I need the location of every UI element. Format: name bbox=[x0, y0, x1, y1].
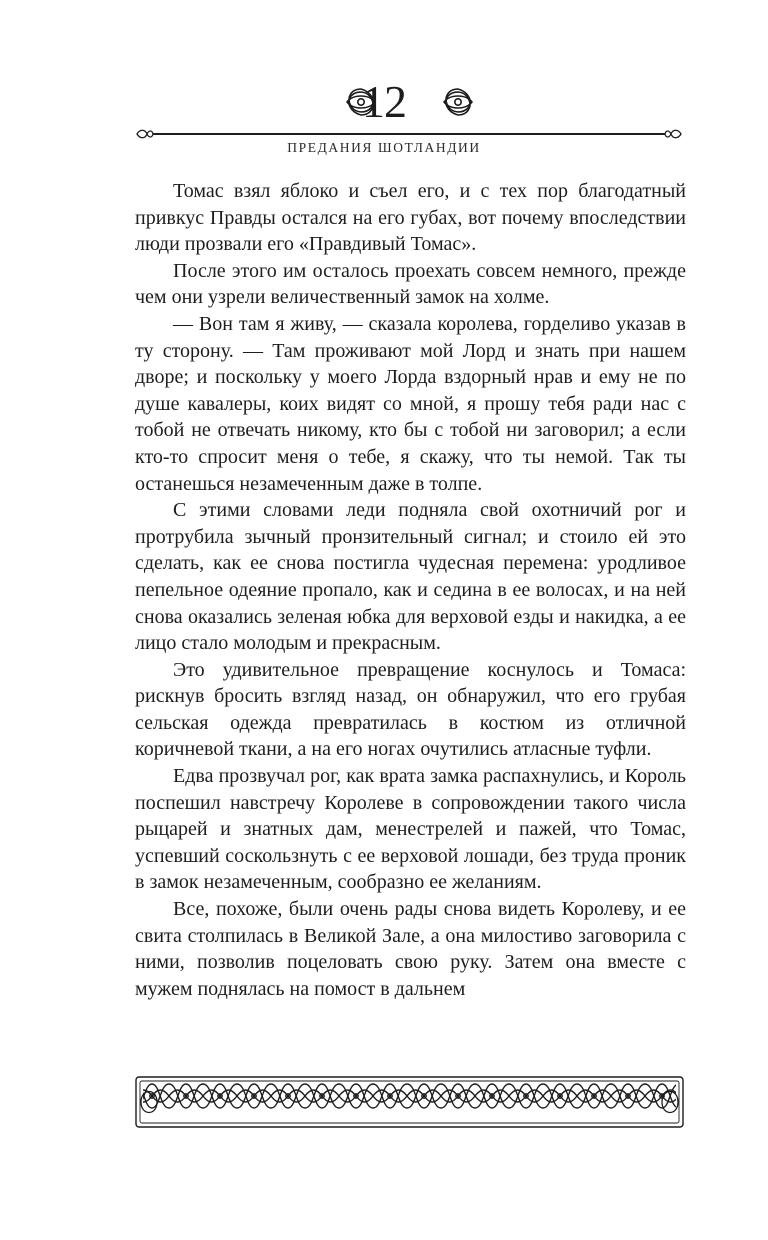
paragraph: Это удивительное превращение коснулось и Томаса: рискнув бросить взгляд назад, он обнаружил, что его грубая сельская одежда превратилась в костюм из отличной коричневой ткани, а на его ногах очутились атласные туфли. bbox=[135, 658, 686, 761]
paragraph: Все, похоже, были очень рады снова видеть Королеву, и ее свита столпилась в Великой Зале, а она милостиво заговорила с ними, позволив поцеловать свою руку. Затем она вместе с мужем поднялась на помост в дальнем bbox=[135, 898, 686, 1000]
header-rule-divider bbox=[135, 127, 683, 141]
paragraph: С этими словами леди подняла свой охотничий рог и протрубила зычный пронзительный сигнал; и стоило ей это сделать, как ее снова постигла чудесная перемена: уродливое пепельное одеяние пропало, как и седина в ее волосах, и на ней снова оказались зеленая юбка для верховой езды и накидка, а ее лицо стало молодым и прекрасным. bbox=[135, 499, 686, 655]
paragraph: Едва прозвучал рог, как врата замка распахнулись, и Король поспешил навстречу Королеве в сопровождении такого числа рыцарей и знатных дам, менестрелей и пажей, что Томас, успевший соскользнуть с ее верховой лошади, без труда проник в замок незамеченным, сообразно ее желаниям. bbox=[135, 765, 686, 894]
celtic-ornament-footer-icon bbox=[135, 1076, 684, 1128]
celtic-knot-right-icon bbox=[440, 86, 476, 118]
body-text bbox=[135, 178, 686, 1002]
paragraph: Томас взял яблоко и съел его, и с тех пор благодатный привкус Правды остался на его губах, вот почему впоследствии люди прозвали его «Правдивый Томас». bbox=[135, 180, 686, 256]
page-number: 12 bbox=[362, 76, 406, 127]
paragraph: — Вон там я живу, — сказала королева, горделиво указав в ту сторону. — Там проживают мой Лорд и знать при нашем дворе; и поскольку у моего Лорда вздорный нрав и ему не по душе кавалеры, коих видят со мной, я прошу тебя ради нас с тобой не отвечать никому, кто бы с тобой ни заговорил; а если кто-то спросит меня о тебе, я скажу, что ты немой. Так ты останешься незамеченным даже в толпе. bbox=[135, 312, 686, 495]
running-title: ПРЕДАНИЯ ШОТЛАНДИИ bbox=[287, 140, 481, 155]
paragraph: После этого им осталось проехать совсем немного, прежде чем они узрели величественный замок на холме. bbox=[135, 259, 686, 309]
page-header bbox=[0, 78, 768, 148]
